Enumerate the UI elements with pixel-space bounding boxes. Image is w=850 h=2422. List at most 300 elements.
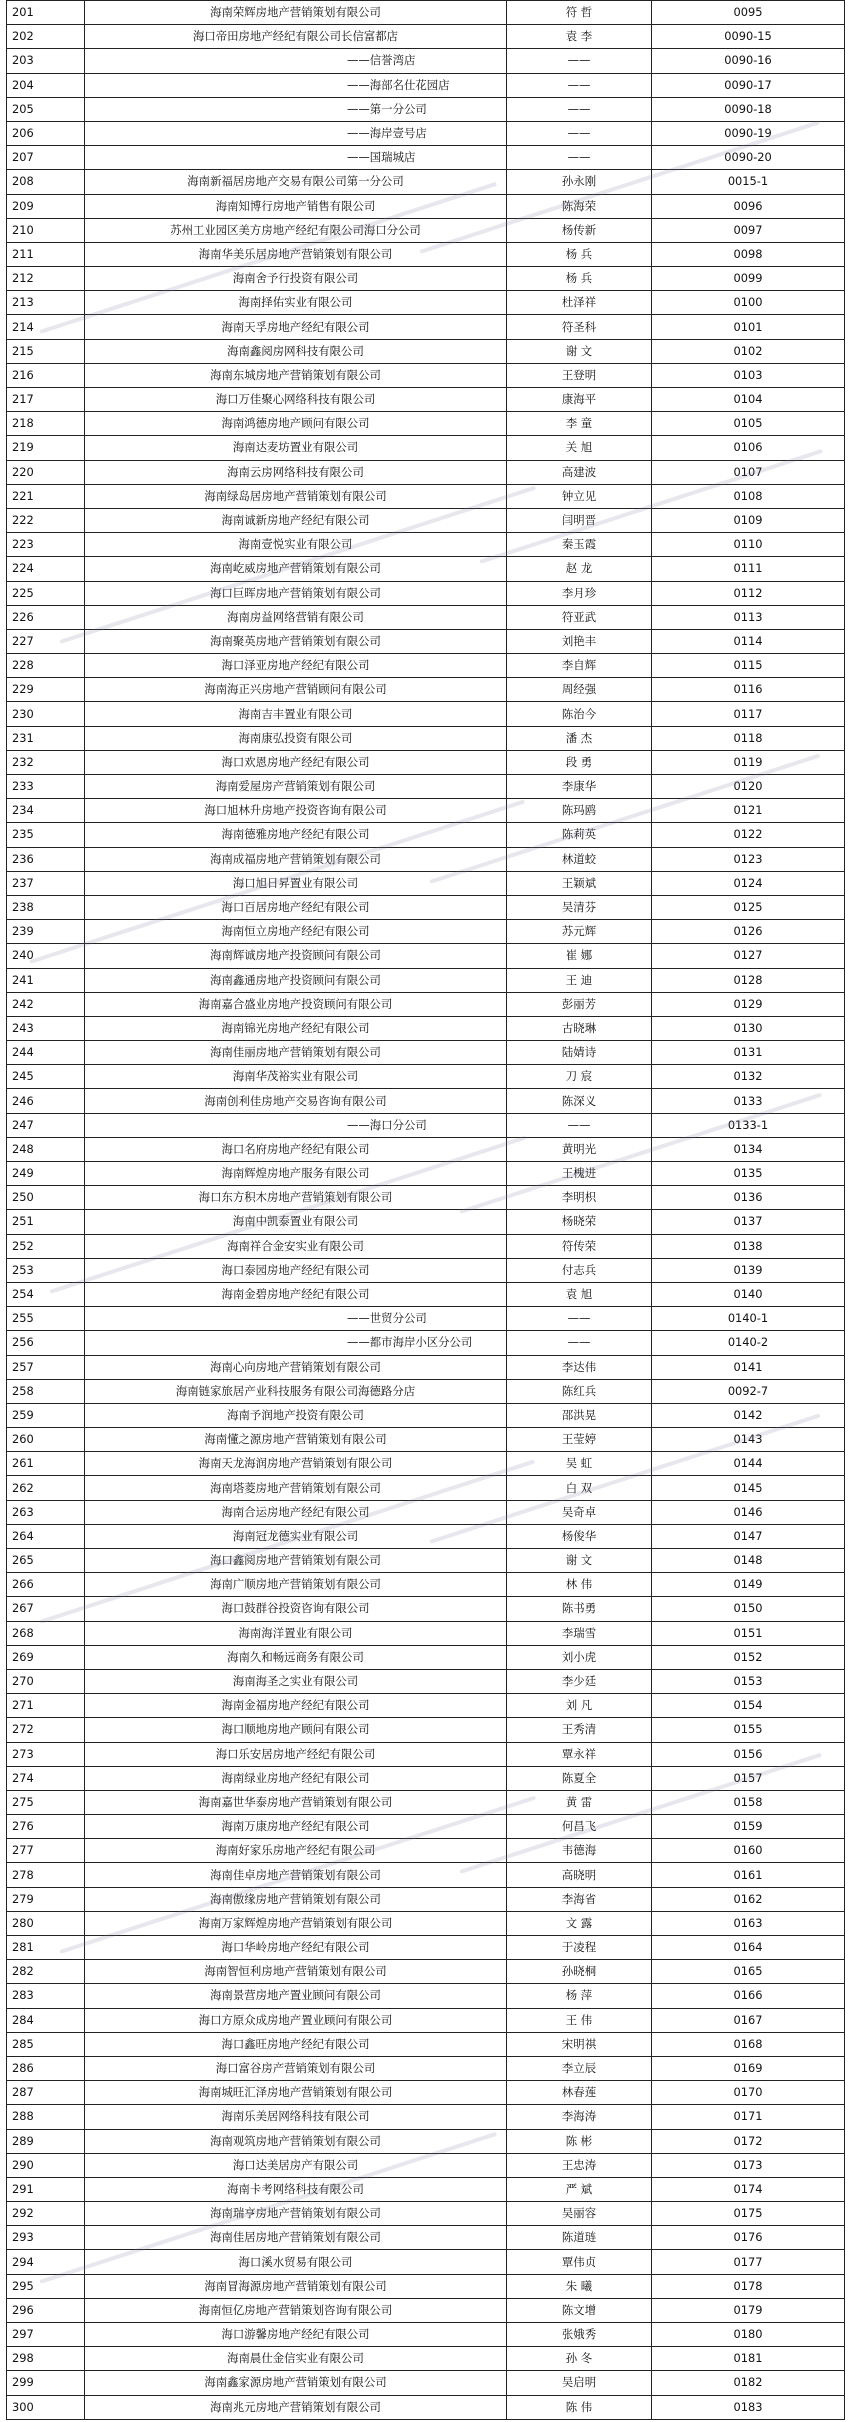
responsible-person: 陈深义 <box>507 1089 652 1113</box>
company-name: 海南佳居房地产营销策划有限公司 <box>85 2226 507 2250</box>
row-number: 209 <box>7 194 85 218</box>
company-name: 海南乐美居网络科技有限公司 <box>85 2105 507 2129</box>
company-name: 海南舍予行投资有限公司 <box>85 267 507 291</box>
table-row <box>7 605 845 629</box>
row-number: 274 <box>7 1766 85 1790</box>
table-row <box>7 2129 845 2153</box>
company-name: 海南聚英房地产营销策划有限公司 <box>85 629 507 653</box>
registration-number: 0137 <box>652 1210 845 1234</box>
company-name: 海南好家乐房地产经纪有限公司 <box>85 1839 507 1863</box>
registration-number: 0123 <box>652 847 845 871</box>
table-row <box>7 1162 845 1186</box>
table-row <box>7 2298 845 2322</box>
row-number: 266 <box>7 1573 85 1597</box>
registration-number: 0146 <box>652 1500 845 1524</box>
responsible-person: 王莹婷 <box>507 1428 652 1452</box>
company-name: 海南鑫家源房地产营销策划有限公司 <box>85 2371 507 2395</box>
responsible-person: 李月珍 <box>507 581 652 605</box>
table-row <box>7 49 845 73</box>
responsible-person: 林春莲 <box>507 2081 652 2105</box>
table-row <box>7 1331 845 1355</box>
company-name: 海南海正兴房地产营销顾问有限公司 <box>85 678 507 702</box>
responsible-person: 朱 曦 <box>507 2274 652 2298</box>
responsible-person: 王 迪 <box>507 968 652 992</box>
registration-number: 0092-7 <box>652 1379 845 1403</box>
company-name: 海口华岭房地产经纪有限公司 <box>85 1936 507 1960</box>
responsible-person: 杨俊华 <box>507 1524 652 1548</box>
company-name: 海南云房网络科技有限公司 <box>85 460 507 484</box>
registration-number: 0090-15 <box>652 25 845 49</box>
table-row <box>7 339 845 363</box>
company-name: 海口名府房地产经纪有限公司 <box>85 1137 507 1161</box>
company-name: 海南鸿德房地产顾问有限公司 <box>85 412 507 436</box>
table-row <box>7 412 845 436</box>
registration-number: 0159 <box>652 1815 845 1839</box>
company-name: 海口富谷房产营销策划有限公司 <box>85 2056 507 2080</box>
row-number: 253 <box>7 1258 85 1282</box>
table-row <box>7 1549 845 1573</box>
registration-number: 0133 <box>652 1089 845 1113</box>
company-name: 海口游馨房地产经纪有限公司 <box>85 2323 507 2347</box>
table-row <box>7 1137 845 1161</box>
row-number: 275 <box>7 1790 85 1814</box>
responsible-person: 段 勇 <box>507 750 652 774</box>
row-number: 261 <box>7 1452 85 1476</box>
row-number: 287 <box>7 2081 85 2105</box>
table-row <box>7 1936 845 1960</box>
responsible-person: 符亚武 <box>507 605 652 629</box>
row-number: 273 <box>7 1742 85 1766</box>
row-number: 246 <box>7 1089 85 1113</box>
company-name: 海南爱屋房产营销策划有限公司 <box>85 775 507 799</box>
company-name: 苏州工业园区美方房地产经纪有限公司海口分公司 <box>85 218 507 242</box>
responsible-person: 刘小虎 <box>507 1645 652 1669</box>
responsible-person: 康海平 <box>507 388 652 412</box>
responsible-person: 王忠涛 <box>507 2153 652 2177</box>
registration-number: 0151 <box>652 1621 845 1645</box>
company-name: 海南海圣之实业有限公司 <box>85 1669 507 1693</box>
table-row <box>7 315 845 339</box>
row-number: 205 <box>7 97 85 121</box>
row-number: 265 <box>7 1549 85 1573</box>
table-row <box>7 1524 845 1548</box>
company-name: ——信誉湾店 <box>85 49 507 73</box>
table-row <box>7 2274 845 2298</box>
registration-number: 0138 <box>652 1234 845 1258</box>
table-row <box>7 194 845 218</box>
company-name: 海南傲缘房地产营销策划有限公司 <box>85 1887 507 1911</box>
table-row <box>7 750 845 774</box>
company-name: 海南辉煌房地产服务有限公司 <box>85 1162 507 1186</box>
registration-number: 0164 <box>652 1936 845 1960</box>
company-name: 海南金碧房地产经纪有限公司 <box>85 1282 507 1306</box>
registration-number: 0167 <box>652 2008 845 2032</box>
table-row <box>7 702 845 726</box>
registration-number: 0119 <box>652 750 845 774</box>
row-number: 222 <box>7 508 85 532</box>
row-number: 252 <box>7 1234 85 1258</box>
company-name: 海口欢恩房地产经纪有限公司 <box>85 750 507 774</box>
table-row <box>7 1815 845 1839</box>
responsible-person: 陈 伟 <box>507 2395 652 2419</box>
responsible-person: 陈海荣 <box>507 194 652 218</box>
responsible-person: 周经强 <box>507 678 652 702</box>
company-name: 海口万佳聚心网络科技有限公司 <box>85 388 507 412</box>
company-name: ——第一分公司 <box>85 97 507 121</box>
responsible-person: 李自辉 <box>507 654 652 678</box>
responsible-person: —— <box>507 121 652 145</box>
responsible-person: 李海涛 <box>507 2105 652 2129</box>
responsible-person: 吴 虹 <box>507 1452 652 1476</box>
row-number: 251 <box>7 1210 85 1234</box>
company-name: 海南达麦坊置业有限公司 <box>85 436 507 460</box>
table-row <box>7 1403 845 1427</box>
company-name: 海南佳丽房地产营销策划有限公司 <box>85 1041 507 1065</box>
registration-number: 0157 <box>652 1766 845 1790</box>
registration-number: 0135 <box>652 1162 845 1186</box>
responsible-person: 高建波 <box>507 460 652 484</box>
row-number: 270 <box>7 1669 85 1693</box>
company-name: 海南荣辉房地产营销策划有限公司 <box>85 1 507 25</box>
company-name: 海南绿业房地产经纪有限公司 <box>85 1766 507 1790</box>
responsible-person: 黄明光 <box>507 1137 652 1161</box>
row-number: 297 <box>7 2323 85 2347</box>
row-number: 292 <box>7 2202 85 2226</box>
table-row <box>7 629 845 653</box>
registration-number: 0112 <box>652 581 845 605</box>
responsible-person: 覃伟贞 <box>507 2250 652 2274</box>
table-row <box>7 1911 845 1935</box>
row-number: 300 <box>7 2395 85 2419</box>
registration-number: 0111 <box>652 557 845 581</box>
company-name: 海南新福居房地产交易有限公司第一分公司 <box>85 170 507 194</box>
company-name: 海口乐安居房地产经纪有限公司 <box>85 1742 507 1766</box>
table-row <box>7 2081 845 2105</box>
registration-number: 0158 <box>652 1790 845 1814</box>
registration-number: 0176 <box>652 2226 845 2250</box>
company-name: 海口东方积木房地产营销策划有限公司 <box>85 1186 507 1210</box>
responsible-person: —— <box>507 73 652 97</box>
row-number: 298 <box>7 2347 85 2371</box>
registration-number: 0121 <box>652 799 845 823</box>
row-number: 226 <box>7 605 85 629</box>
table-row <box>7 146 845 170</box>
row-number: 228 <box>7 654 85 678</box>
row-number: 255 <box>7 1307 85 1331</box>
table-row <box>7 799 845 823</box>
row-number: 219 <box>7 436 85 460</box>
company-name: 海口达美居房产有限公司 <box>85 2153 507 2177</box>
responsible-person: —— <box>507 146 652 170</box>
row-number: 239 <box>7 920 85 944</box>
row-number: 250 <box>7 1186 85 1210</box>
registration-number: 0181 <box>652 2347 845 2371</box>
registration-number: 0090-18 <box>652 97 845 121</box>
company-name: 海南海洋置业有限公司 <box>85 1621 507 1645</box>
table-row <box>7 581 845 605</box>
registration-number: 0136 <box>652 1186 845 1210</box>
table-row <box>7 1065 845 1089</box>
registration-number: 0095 <box>652 1 845 25</box>
registration-number: 0097 <box>652 218 845 242</box>
registration-number: 0128 <box>652 968 845 992</box>
responsible-person: 李 童 <box>507 412 652 436</box>
row-number: 210 <box>7 218 85 242</box>
row-number: 223 <box>7 533 85 557</box>
responsible-person: —— <box>507 97 652 121</box>
registration-number: 0175 <box>652 2202 845 2226</box>
row-number: 290 <box>7 2153 85 2177</box>
company-name: 海南吉丰置业有限公司 <box>85 702 507 726</box>
registration-number: 0117 <box>652 702 845 726</box>
responsible-person: 吴清芬 <box>507 895 652 919</box>
table-row <box>7 944 845 968</box>
responsible-person: 袁 李 <box>507 25 652 49</box>
registration-number: 0140-2 <box>652 1331 845 1355</box>
row-number: 249 <box>7 1162 85 1186</box>
registration-number: 0090-16 <box>652 49 845 73</box>
table-row <box>7 968 845 992</box>
table-row <box>7 1210 845 1234</box>
table-row <box>7 1016 845 1040</box>
row-number: 257 <box>7 1355 85 1379</box>
responsible-person: 李康华 <box>507 775 652 799</box>
registration-number: 0090-20 <box>652 146 845 170</box>
registration-number: 0149 <box>652 1573 845 1597</box>
table-row <box>7 1645 845 1669</box>
registration-number: 0156 <box>652 1742 845 1766</box>
responsible-person: 王登明 <box>507 363 652 387</box>
company-name: 海南屹威房地产营销策划有限公司 <box>85 557 507 581</box>
row-number: 295 <box>7 2274 85 2298</box>
responsible-person: 文 露 <box>507 1911 652 1935</box>
registration-number: 0163 <box>652 1911 845 1935</box>
registration-number: 0104 <box>652 388 845 412</box>
responsible-person: 李达伟 <box>507 1355 652 1379</box>
row-number: 227 <box>7 629 85 653</box>
row-number: 293 <box>7 2226 85 2250</box>
registration-number: 0015-1 <box>652 170 845 194</box>
registration-number: 0103 <box>652 363 845 387</box>
table-row <box>7 1452 845 1476</box>
responsible-person: 陈治今 <box>507 702 652 726</box>
table-row <box>7 1113 845 1137</box>
table-row <box>7 2347 845 2371</box>
table-row <box>7 1258 845 1282</box>
responsible-person: 秦玉霞 <box>507 533 652 557</box>
registration-number: 0099 <box>652 267 845 291</box>
company-name: 海南恒亿房地产营销策划咨询有限公司 <box>85 2298 507 2322</box>
company-name: 海南成福房地产营销策划有限公司 <box>85 847 507 871</box>
company-name: 海南天孚房地产经纪有限公司 <box>85 315 507 339</box>
table-row <box>7 2008 845 2032</box>
registration-number: 0161 <box>652 1863 845 1887</box>
registration-number: 0155 <box>652 1718 845 1742</box>
row-number: 296 <box>7 2298 85 2322</box>
table-row <box>7 1573 845 1597</box>
registration-number: 0116 <box>652 678 845 702</box>
registration-number: 0173 <box>652 2153 845 2177</box>
company-name: ——海部名仕花园店 <box>85 73 507 97</box>
registration-number: 0170 <box>652 2081 845 2105</box>
registration-number: 0144 <box>652 1452 845 1476</box>
company-name: 海南祥合金安实业有限公司 <box>85 1234 507 1258</box>
table-row <box>7 1694 845 1718</box>
registration-number: 0160 <box>652 1839 845 1863</box>
registration-number: 0152 <box>652 1645 845 1669</box>
row-number: 241 <box>7 968 85 992</box>
row-number: 269 <box>7 1645 85 1669</box>
table-row <box>7 460 845 484</box>
table-row <box>7 1500 845 1524</box>
registration-number: 0171 <box>652 2105 845 2129</box>
table-row <box>7 533 845 557</box>
row-number: 244 <box>7 1041 85 1065</box>
registration-number: 0178 <box>652 2274 845 2298</box>
company-name: 海南创利佳房地产交易咨询有限公司 <box>85 1089 507 1113</box>
row-number: 231 <box>7 726 85 750</box>
table-row <box>7 1863 845 1887</box>
registration-number: 0183 <box>652 2395 845 2419</box>
company-name: ——海口分公司 <box>85 1113 507 1137</box>
table-row <box>7 775 845 799</box>
company-name: 海南链家旅居产业科技服务有限公司海德路分店 <box>85 1379 507 1403</box>
registration-number: 0179 <box>652 2298 845 2322</box>
row-number: 285 <box>7 2032 85 2056</box>
table-row <box>7 992 845 1016</box>
responsible-person: 陈书勇 <box>507 1597 652 1621</box>
table-row <box>7 363 845 387</box>
responsible-person: 李明枳 <box>507 1186 652 1210</box>
registration-number: 0090-19 <box>652 121 845 145</box>
company-name: 海南房益网络营销有限公司 <box>85 605 507 629</box>
row-number: 216 <box>7 363 85 387</box>
table-row <box>7 2250 845 2274</box>
responsible-person: 李立辰 <box>507 2056 652 2080</box>
company-name: 海南合运房地产经纪有限公司 <box>85 1500 507 1524</box>
company-name: 海南予润地产投资有限公司 <box>85 1403 507 1427</box>
responsible-person: 高晓明 <box>507 1863 652 1887</box>
registration-number: 0131 <box>652 1041 845 1065</box>
responsible-person: 谢 文 <box>507 339 652 363</box>
table-row <box>7 1089 845 1113</box>
table-row <box>7 726 845 750</box>
table-row <box>7 1379 845 1403</box>
table-row <box>7 1669 845 1693</box>
responsible-person: 吴启明 <box>507 2371 652 2395</box>
responsible-person: 杨 兵 <box>507 267 652 291</box>
table-row <box>7 1307 845 1331</box>
company-name: 海南城旺汇泽房地产营销策划有限公司 <box>85 2081 507 2105</box>
company-name: 海南华茂裕实业有限公司 <box>85 1065 507 1089</box>
registration-number: 0182 <box>652 2371 845 2395</box>
registration-number: 0177 <box>652 2250 845 2274</box>
responsible-person: 宋明祺 <box>507 2032 652 2056</box>
company-name: 海南恒立房地产经纪有限公司 <box>85 920 507 944</box>
responsible-person: 付志兵 <box>507 1258 652 1282</box>
registration-number: 0129 <box>652 992 845 1016</box>
row-number: 279 <box>7 1887 85 1911</box>
row-number: 213 <box>7 291 85 315</box>
row-number: 233 <box>7 775 85 799</box>
table-row <box>7 1960 845 1984</box>
company-name: ——海岸壹号店 <box>85 121 507 145</box>
row-number: 248 <box>7 1137 85 1161</box>
table-row <box>7 1839 845 1863</box>
row-number: 211 <box>7 242 85 266</box>
responsible-person: 陈道琏 <box>507 2226 652 2250</box>
responsible-person: 陈夏全 <box>507 1766 652 1790</box>
responsible-person: 王 伟 <box>507 2008 652 2032</box>
registration-number: 0115 <box>652 654 845 678</box>
responsible-person: 苏元辉 <box>507 920 652 944</box>
responsible-person: 古晓琳 <box>507 1016 652 1040</box>
table-row <box>7 218 845 242</box>
company-name: 海南广顺房地产营销策划有限公司 <box>85 1573 507 1597</box>
company-name: 海南中凯泰置业有限公司 <box>85 1210 507 1234</box>
table-row <box>7 25 845 49</box>
row-number: 294 <box>7 2250 85 2274</box>
responsible-person: 白 双 <box>507 1476 652 1500</box>
responsible-person: 陈红兵 <box>507 1379 652 1403</box>
responsible-person: —— <box>507 1113 652 1137</box>
registration-number: 0132 <box>652 1065 845 1089</box>
responsible-person: 严 斌 <box>507 2177 652 2201</box>
table-row <box>7 73 845 97</box>
row-number: 289 <box>7 2129 85 2153</box>
responsible-person: 于凌程 <box>507 1936 652 1960</box>
company-name: ——国瑞城店 <box>85 146 507 170</box>
table-row <box>7 2153 845 2177</box>
table-row <box>7 121 845 145</box>
company-name: 海口顺地房地产顾问有限公司 <box>85 1718 507 1742</box>
responsible-person: 潘 杰 <box>507 726 652 750</box>
responsible-person: 吴丽容 <box>507 2202 652 2226</box>
company-name: 海南观筑房地产营销策划有限公司 <box>85 2129 507 2153</box>
company-name: 海南万康房地产经纪有限公司 <box>85 1815 507 1839</box>
registration-number: 0166 <box>652 1984 845 2008</box>
table-row <box>7 1766 845 1790</box>
company-name: 海南兆元房地产营销策划有限公司 <box>85 2395 507 2419</box>
registration-number: 0150 <box>652 1597 845 1621</box>
table-row <box>7 1984 845 2008</box>
company-name: 海口泰园房地产经纪有限公司 <box>85 1258 507 1282</box>
responsible-person: 钟立见 <box>507 484 652 508</box>
row-number: 234 <box>7 799 85 823</box>
row-number: 214 <box>7 315 85 339</box>
row-number: 259 <box>7 1403 85 1427</box>
row-number: 208 <box>7 170 85 194</box>
responsible-person: 陈玛鸥 <box>507 799 652 823</box>
company-name: 海南知博行房地产销售有限公司 <box>85 194 507 218</box>
company-name: 海南智恒利房地产营销策划有限公司 <box>85 1960 507 1984</box>
responsible-person: 韦德海 <box>507 1839 652 1863</box>
responsible-person: 邵洪晃 <box>507 1403 652 1427</box>
registration-number: 0165 <box>652 1960 845 1984</box>
row-number: 291 <box>7 2177 85 2201</box>
registration-number: 0114 <box>652 629 845 653</box>
table-row <box>7 388 845 412</box>
table-row <box>7 97 845 121</box>
registration-number: 0168 <box>652 2032 845 2056</box>
row-number: 236 <box>7 847 85 871</box>
responsible-person: 杨传新 <box>507 218 652 242</box>
responsible-person: 符圣科 <box>507 315 652 339</box>
responsible-person: 闫明晋 <box>507 508 652 532</box>
row-number: 283 <box>7 1984 85 2008</box>
responsible-person: 李瑞雪 <box>507 1621 652 1645</box>
table-row <box>7 1621 845 1645</box>
